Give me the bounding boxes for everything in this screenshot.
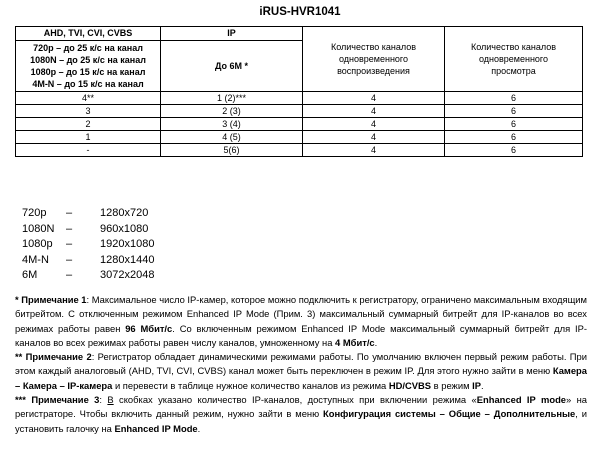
cell-analog: 4** — [16, 92, 161, 105]
resolution-dash: – — [66, 222, 73, 235]
resolution-dash: – — [66, 207, 73, 219]
cell-ip: 3 (4) — [161, 118, 303, 131]
header-live-text: Количество каналов одновременного просмотра — [470, 42, 557, 76]
resolution-item — [22, 253, 154, 269]
note-3-bold: Enhanced IP Mode — [114, 422, 198, 434]
resolution-value: 1280x720 — [100, 207, 149, 219]
note-2-bold: IP — [472, 379, 481, 391]
resolution-name: 720p — [22, 207, 47, 219]
table-row — [16, 131, 583, 144]
analog-rate-line: 1080p – до 15 к/с на канал — [30, 67, 146, 77]
note-3-underlined: В — [107, 394, 114, 406]
table-row — [16, 105, 583, 118]
note-3-star: *** — [15, 394, 26, 406]
note-2-text: : Регистратор обладает динамическими режимами работы. По умолчанию включен первый режим работы. При этом каждый аналоговый (AHD, TVI, CVI, CVBS) канал может быть переключен в режим IP. Для этого нужно зайти в меню — [15, 351, 587, 377]
note-3 — [15, 393, 587, 436]
resolution-value: 960x1080 — [100, 222, 149, 235]
note-3-bold: Конфигурация системы – Общие – Дополнительные — [323, 408, 576, 420]
note-2-bold: Камера – Камера – IP-камера — [15, 365, 587, 391]
header-ip: IP — [161, 27, 303, 41]
analog-rates-cell — [16, 41, 161, 92]
resolution-item — [22, 237, 154, 253]
note-2-label: Примечание 2 — [25, 351, 92, 363]
note-1-text: . Со включенным режимом Enhanced IP Mode максимальный суммарный битрейт для IP-каналов во всех режимах работы равен числу каналов, умноженному на — [15, 322, 587, 348]
note-1-text: . — [374, 336, 378, 348]
note-2-text: и перевести в таблице нужное количество каналов из режима — [112, 379, 389, 391]
note-1-text: : Максимальное число IP-камер, которое можно подключить к регистратору, ограничено максимальным входящим битрейтом. С отключенным режимом Enhanced IP Mode (Прим. 3) максимальный суммарный битрейт для IP-каналов во всех режимах работы равен — [15, 294, 587, 334]
header-playback-text: Количество каналов одновременного воспроизведения — [330, 42, 417, 76]
note-3-bold: Enhanced IP mode — [476, 394, 567, 406]
resolution-value: 1280x1440 — [100, 253, 155, 266]
note-2-text: в режим — [431, 379, 473, 391]
resolution-name: 4M-N — [22, 253, 49, 266]
resolution-name: 1080p — [22, 238, 53, 250]
cell-ip: 5(6) — [161, 144, 303, 157]
ip-rate-cell: До 6М * — [161, 41, 303, 92]
note-3-text: : — [99, 394, 108, 406]
analog-rate-line: 720p – до 25 к/с на канал — [33, 43, 143, 53]
cell-ip: 2 (3) — [161, 105, 303, 118]
resolution-name: 1080N — [22, 222, 55, 235]
resolution-item — [22, 268, 154, 284]
resolution-value: 1920x1080 — [100, 238, 155, 250]
note-1 — [15, 293, 587, 350]
resolution-value: 3072x2048 — [100, 269, 155, 281]
cell-live: 6 — [445, 118, 583, 131]
header-playback — [303, 27, 445, 92]
cell-analog: 2 — [16, 118, 161, 131]
cell-playback: 4 — [303, 131, 445, 144]
analog-rate-line: 1080N – до 25 к/с на канал — [30, 55, 146, 65]
cell-live: 6 — [445, 92, 583, 105]
resolution-dash: – — [66, 269, 73, 281]
note-1-bold: 4 Мбит/с — [335, 336, 375, 348]
cell-live: 6 — [445, 131, 583, 144]
note-3-text: . — [197, 422, 201, 434]
cell-playback: 4 — [303, 92, 445, 105]
table-row — [16, 92, 583, 105]
cell-analog: - — [16, 144, 161, 157]
note-1-label: Примечание 1 — [21, 294, 87, 305]
notes-section — [15, 293, 587, 436]
cell-playback: 4 — [303, 118, 445, 131]
note-2 — [15, 350, 587, 393]
channel-table — [15, 26, 583, 157]
note-2-bold: HD/CVBS — [388, 379, 432, 391]
resolution-dash: – — [66, 238, 73, 250]
note-1-bold: 96 Мбит/с — [125, 322, 173, 334]
header-analog: AHD, TVI, CVI, CVBS — [16, 27, 161, 41]
cell-ip: 4 (5) — [161, 131, 303, 144]
table-header-row — [16, 27, 583, 41]
note-3-label: Примечание 3 — [31, 394, 100, 406]
cell-analog: 3 — [16, 105, 161, 118]
note-3-text: » на регистраторе. Чтобы включить данный режим, нужно зайти в меню — [15, 394, 588, 420]
cell-analog: 1 — [16, 131, 161, 144]
note-3-text: , и установить галочку на — [15, 408, 587, 434]
cell-playback: 4 — [303, 144, 445, 157]
analog-rate-line: 4M-N – до 15 к/с на канал — [32, 79, 144, 89]
resolution-list — [22, 206, 154, 284]
cell-playback: 4 — [303, 105, 445, 118]
table-row — [16, 144, 583, 157]
note-3-text: скобках указано количество IP-каналов, доступных при включении режима « — [113, 394, 477, 406]
cell-live: 6 — [445, 105, 583, 118]
note-2-text: . — [480, 379, 484, 391]
resolution-dash: – — [66, 253, 73, 266]
note-2-star: ** — [15, 351, 23, 363]
note-1-star: * — [15, 294, 19, 305]
cell-ip: 1 (2)*** — [161, 92, 303, 105]
cell-live: 6 — [445, 144, 583, 157]
resolution-item — [22, 222, 154, 238]
table-row — [16, 118, 583, 131]
resolution-item — [22, 206, 154, 222]
resolution-name: 6M — [22, 269, 38, 281]
header-live — [445, 27, 583, 92]
document-title: iRUS-HVR1041 — [259, 6, 341, 18]
